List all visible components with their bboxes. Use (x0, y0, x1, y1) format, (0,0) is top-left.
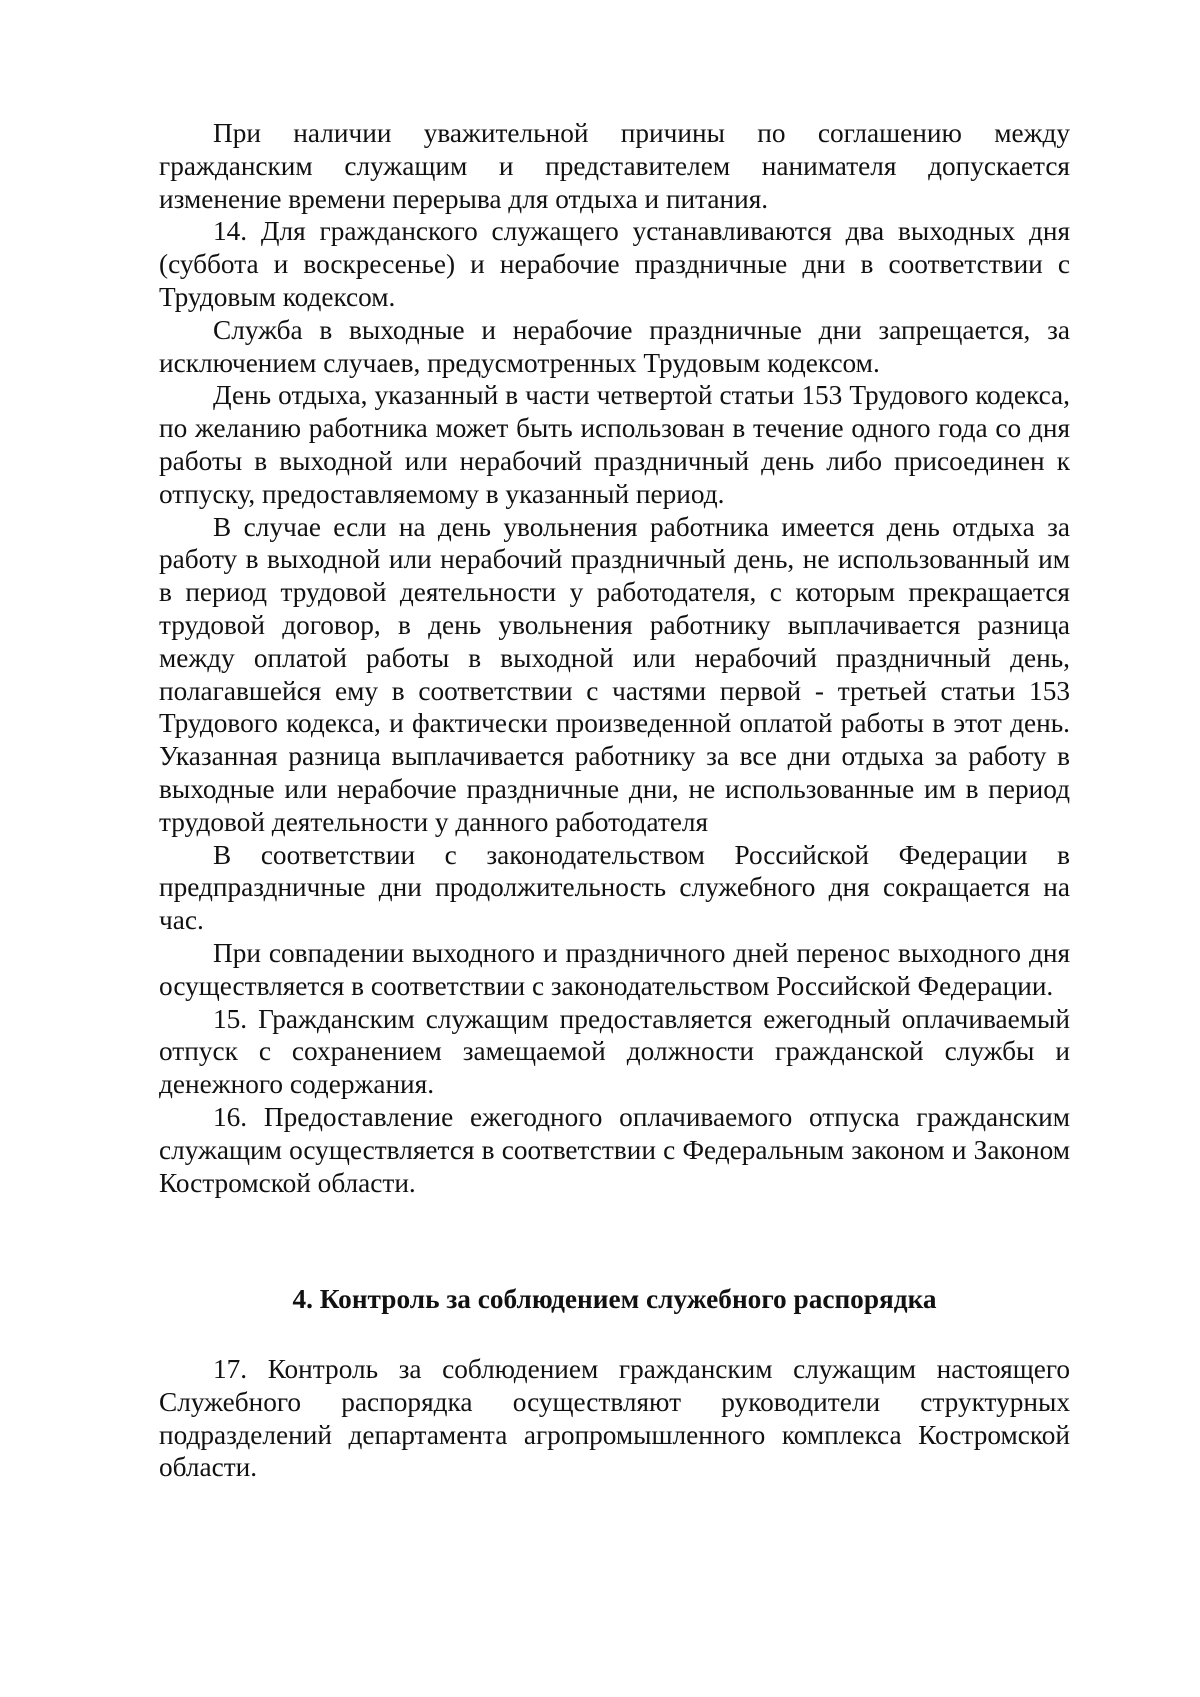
paragraph-16-leave-provision: 16. Предоставление ежегодного оплачиваемого отпуска гражданским служащим осуществляется в соответствии с Федеральным законом и Законом Костромской области. (159, 1101, 1070, 1198)
section-heading-4: 4. Контроль за соблюдением служебного распорядка (292, 1284, 937, 1314)
paragraph-weekend-holiday-transfer: При совпадении выходного и праздничного дней перенос выходного дня осуществляется в соответствии с законодательством Российской Федерации. (159, 937, 1070, 1001)
paragraph-14-days-off: 14. Для гражданского служащего устанавливаются два выходных дня (суббота и воскресенье) и нерабочие праздничные дни в соответствии с Трудовым кодексом. (159, 216, 1070, 312)
paragraph-break-time-change: При наличии уважительной причины по соглашению между гражданским служащим и представителем нанимателя допускается изменение времени перерыва для отдыха и питания. (159, 118, 1070, 214)
paragraph-pre-holiday-shortening: В соответствии с законодательством Российской Федерации в предпраздничные дни продолжительность служебного дня сокращается на час. (159, 839, 1070, 936)
body-text-upper (159, 117, 1070, 1199)
body-text-lower (159, 1353, 1070, 1484)
paragraph-15-annual-leave: 15. Гражданским служащим предоставляется ежегодный оплачиваемый отпуск с сохранением замещаемой должности гражданской службы и денежного содержания. (159, 1003, 1070, 1100)
paragraph-work-on-holidays-prohibited: Служба в выходные и нерабочие праздничные дни запрещается, за исключением случаев, предусмотренных Трудовым кодексом. (159, 314, 1070, 378)
paragraph-17-control: 17. Контроль за соблюдением гражданским служащим настоящего Служебного распорядка осуществляют руководители структурных подразделений департамента агропромышленного комплекса Костромской области. (159, 1354, 1070, 1483)
paragraph-day-of-rest-usage: День отдыха, указанный в части четвертой статьи 153 Трудового кодекса, по желанию работника может быть использован в течение одного года со дня работы в выходной или нерабочий праздничный день либо присоединен к отпуску, предоставляемому в указанный период. (159, 380, 1070, 509)
paragraph-dismissal-compensation: В случае если на день увольнения работника имеется день отдыха за работу в выходной или нерабочий праздничный день, не использованный им в период трудовой деятельности у работодателя, с которым прекращается трудовой договор, в день увольнения работнику выплачивается разница между оплатой работы в выходной или нерабочий праздничный день, полагавшейся ему в соответствии с частями первой - третьей статьи 153 Трудового кодекса, и фактически произведенной оплатой работы в этот день. Указанная разница выплачивается работнику за все дни отдыха за работу в выходные или нерабочие праздничные дни, не использованные им в период трудовой деятельности у данного работодателя (159, 511, 1070, 837)
